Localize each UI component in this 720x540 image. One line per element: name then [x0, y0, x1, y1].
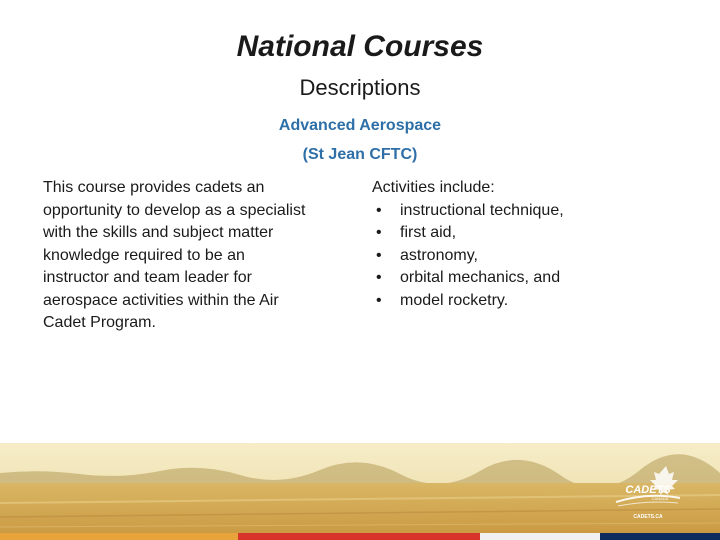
list-item [372, 222, 702, 245]
list-item-text: instructional technique, [400, 201, 564, 219]
description-line: This course provides cadets an [43, 179, 265, 196]
course-location: (St Jean CFTC) [302, 146, 418, 163]
course-name: Advanced Aerospace [278, 117, 442, 134]
description-line: aerospace activities within the Air [43, 291, 279, 309]
description-line: knowledge required to be an [43, 246, 245, 264]
page-title: National Courses [236, 30, 484, 63]
list-item [372, 290, 702, 313]
list-item-text: model rocketry. [400, 291, 509, 309]
bullet-icon: • [376, 201, 382, 219]
footer-stripe-red [238, 533, 480, 540]
footer-stripe-orange [0, 533, 238, 540]
bullet-icon: • [376, 269, 382, 286]
bullet-icon: • [376, 224, 382, 241]
description-line: with the skills and subject matter [43, 224, 274, 241]
description-line: instructor and team leader for [43, 269, 252, 286]
description-line: opportunity to develop as a specialist [43, 201, 306, 219]
logo-text: CADETS [625, 484, 671, 496]
list-item-text: astronomy, [400, 246, 478, 264]
list-item-text: first aid, [400, 224, 457, 241]
footer-stripe-white [480, 533, 600, 540]
logo-url: CADETS.CA [633, 514, 663, 520]
bullet-icon: • [376, 246, 382, 264]
list-item [372, 267, 702, 290]
list-item [372, 200, 702, 223]
activities-list [372, 200, 702, 313]
list-item-text: orbital mechanics, and [400, 269, 561, 286]
activities-heading: Activities include: [372, 179, 495, 196]
list-item [372, 245, 702, 268]
logo-subtext: CANADA [651, 496, 669, 501]
footer-stripe-navy [600, 533, 720, 540]
activities-block [372, 177, 702, 312]
course-description [43, 177, 358, 335]
bullet-icon: • [376, 291, 382, 309]
description-line: Cadet Program. [43, 314, 156, 331]
page-subtitle: Descriptions [299, 75, 421, 100]
cadets-logo [612, 462, 684, 524]
